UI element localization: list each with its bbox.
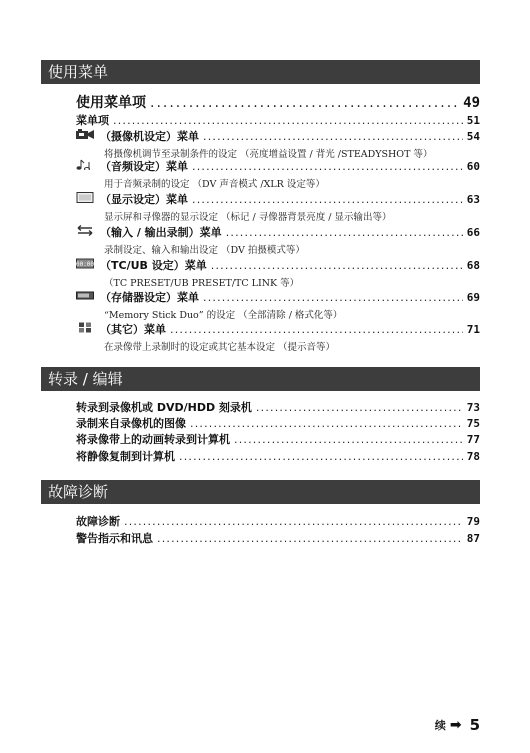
leader-dots: [113, 114, 463, 127]
toc-title: 录制来自录像机的图像: [76, 417, 186, 430]
memory-stick-icon: [76, 290, 94, 301]
toc-description: 在录像带上录制时的设定或其它基本设定 （提示音等）: [104, 342, 336, 353]
toc-title: （存储器设定）菜单: [100, 291, 199, 304]
toc-title: 警告指示和讯息: [76, 532, 153, 545]
section-header-dub-edit: 转录 / 编辑: [41, 367, 480, 391]
toc-title: （音频设定）菜单: [100, 160, 188, 173]
camera-icon: [76, 129, 94, 140]
toc-entry-dub-2[interactable]: [76, 415, 480, 431]
toc-page: 71: [466, 323, 480, 336]
toc-title: （其它）菜单: [100, 323, 166, 336]
toc-entry-audio[interactable]: [76, 158, 480, 190]
toc-page: 69: [466, 291, 480, 304]
display-icon: [76, 192, 94, 203]
toc-page: 79: [466, 515, 480, 528]
toc-page: 78: [466, 450, 480, 463]
leader-dots: [203, 130, 463, 143]
toc-page: 66: [466, 226, 480, 239]
toc-page: 68: [466, 259, 480, 272]
page-footer: [435, 716, 480, 734]
toc-entry-trouble-1[interactable]: [76, 513, 480, 529]
leader-dots: [226, 226, 463, 239]
leader-dots: [203, 291, 463, 304]
leader-dots: [124, 515, 463, 528]
toc-page: 51: [466, 114, 480, 127]
toc-entry-trouble-2[interactable]: [76, 530, 480, 546]
leader-dots: [256, 401, 463, 414]
toc-title: 菜单项: [76, 114, 109, 127]
toc-page: 87: [466, 532, 480, 545]
toc-entry-inout[interactable]: [76, 224, 480, 256]
toc-entry-dub-4[interactable]: [76, 448, 480, 464]
others-grid-icon: [76, 322, 94, 333]
section-header-use-menu: 使用菜单: [41, 60, 480, 84]
leader-dots: [234, 433, 463, 446]
toc-title: 故障诊断: [76, 515, 120, 528]
leader-dots: [192, 160, 463, 173]
toc-title: 使用菜单项: [76, 95, 146, 111]
leader-dots: [170, 323, 463, 336]
toc-entry-menu-items[interactable]: [76, 112, 480, 128]
toc-title: （显示设定）菜单: [100, 193, 188, 206]
leader-dots: [211, 259, 463, 272]
music-note-icon: [76, 159, 94, 170]
leader-dots: [179, 450, 463, 463]
toc-title: 将录像带上的动画转录到计算机: [76, 433, 230, 446]
toc-page: 73: [466, 401, 480, 414]
toc-description: 将摄像机调节至录制条件的设定 （亮度增益设置 / 背光 /STEADYSHOT 等）: [104, 149, 433, 160]
toc-entry-main[interactable]: [76, 92, 480, 112]
toc-entry-others[interactable]: [76, 321, 480, 353]
toc-entry-camera[interactable]: [76, 128, 480, 160]
toc-entry-dub-1[interactable]: [76, 399, 480, 415]
toc-title: （摄像机设定）菜单: [100, 130, 199, 143]
toc-entry-dub-3[interactable]: [76, 431, 480, 447]
toc-entry-tcub[interactable]: [76, 257, 480, 289]
toc-title: 将静像复制到计算机: [76, 450, 175, 463]
section-header-troubleshoot: 故障诊断: [41, 480, 480, 504]
toc-description: （TC PRESET/UB PRESET/TC LINK 等）: [104, 278, 300, 289]
toc-page: 54: [466, 130, 480, 143]
in-out-icon: [76, 225, 94, 236]
toc-description: 用于音频录制的设定 （DV 声音模式 /XLR 设定等）: [104, 179, 325, 190]
toc-page: 60: [466, 160, 480, 173]
tc-ub-icon: [76, 258, 94, 269]
leader-dots: [157, 532, 463, 545]
page-number: 5: [469, 716, 480, 734]
leader-dots: [150, 95, 459, 111]
toc-description: 录制设定、输入和输出设定 （DV 拍摄模式等）: [104, 245, 305, 256]
toc-page: 77: [466, 433, 480, 446]
leader-dots: [190, 417, 463, 430]
toc-description: 显示屏和寻像器的显示设定 （标记 / 寻像器背景亮度 / 显示输出等）: [104, 212, 392, 223]
continued-label: 续: [434, 719, 446, 732]
toc-description: “Memory Stick Duo” 的设定 （全部清除 / 格式化等）: [104, 310, 343, 321]
toc-page: 75: [466, 417, 480, 430]
toc-title: （TC/UB 设定）菜单: [100, 259, 207, 272]
leader-dots: [192, 193, 463, 206]
toc-page: 49: [463, 95, 480, 111]
toc-title: 转录到录像机或 DVD/HDD 刻录机: [76, 401, 252, 414]
toc-entry-display[interactable]: [76, 191, 480, 223]
toc-title: （输入 / 输出录制）菜单: [100, 226, 222, 239]
arrow-right-icon[interactable]: ➡: [449, 717, 462, 733]
toc-page: 63: [466, 193, 480, 206]
toc-entry-memory[interactable]: [76, 289, 480, 321]
svg-text:00:00: 00:00: [76, 261, 94, 268]
